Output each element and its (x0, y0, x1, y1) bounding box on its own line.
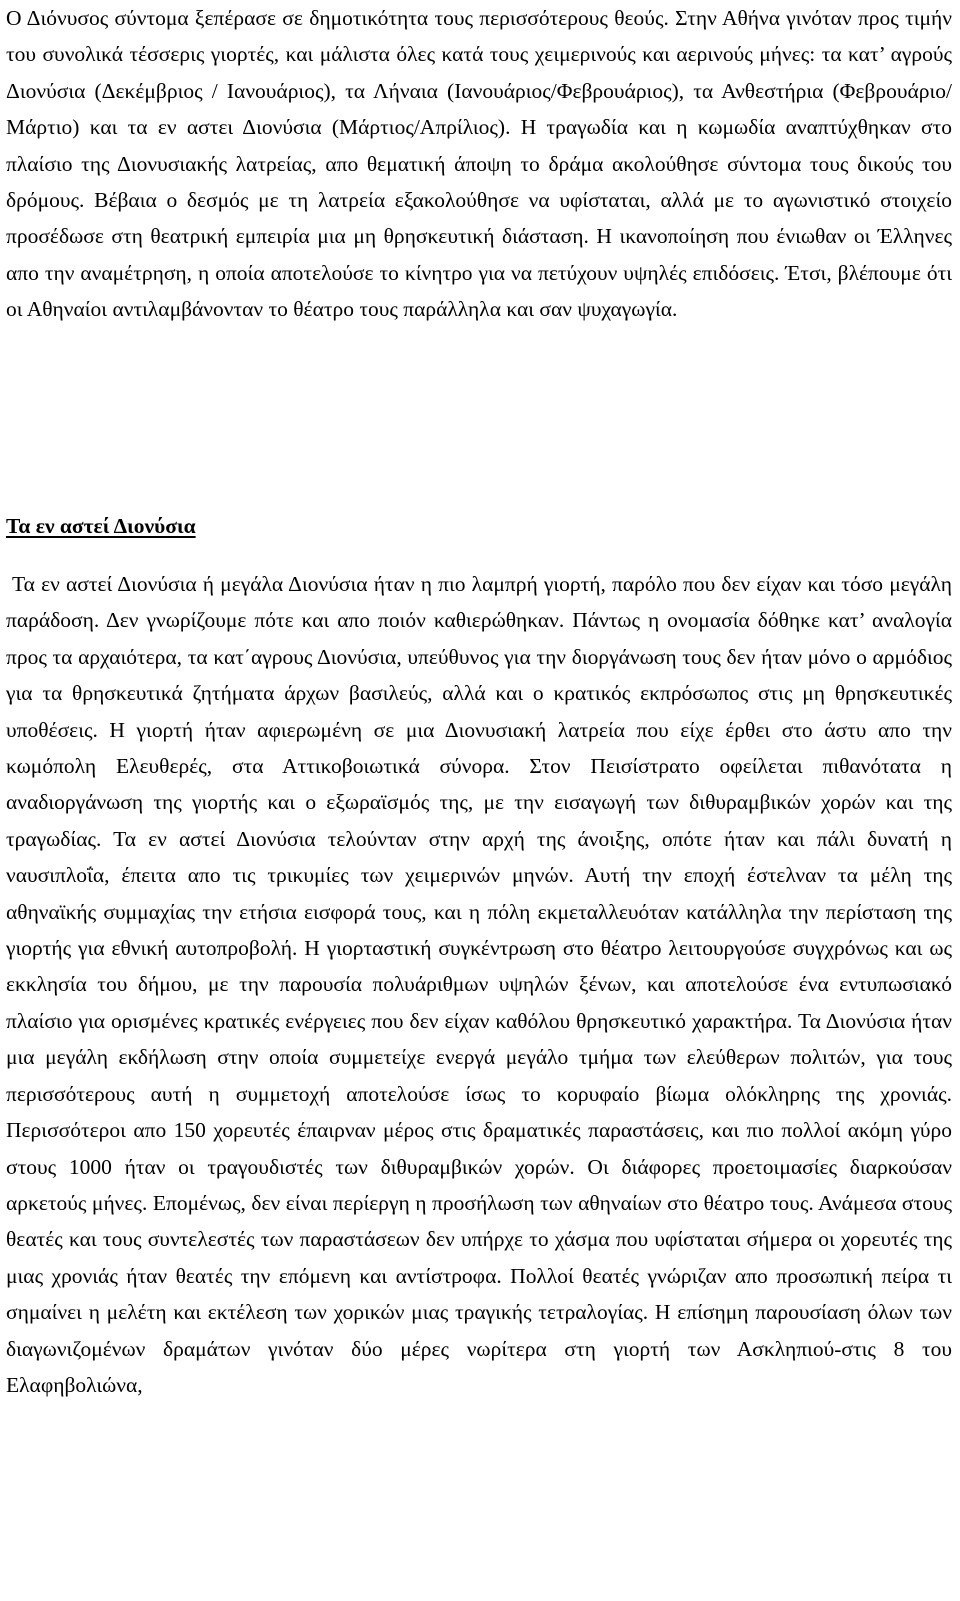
document-page (6, 0, 952, 1397)
section-paragraph: Τα εν αστεί Διονύσια ή μεγάλα Διονύσια ήταν η πιο λαμπρή γιορτή, παρόλο που δεν είχαν και τόσο μεγάλη παράδοση. Δεν γνωρίζουμε πότε και απο ποιόν καθιερώθηκαν. Πάντως η ονομασία δόθηκε κατ’ αναλογία προς τα αρχαιότερα, τα κατ΄αγρους Διονύσια, υπεύθυνος για την διοργάνωση τους δεν ήταν μόνο ο αρμόδιος για τα θρησκευτικά ζητήματα άρχων βασιλεύς, αλλά και ο κρατικός εκπρόσωπος στις μη θρησκευτικές υποθέσεις. Η γιορτή ήταν αφιερωμένη σε μια Διονυσιακή λατρεία που είχε έρθει στο άστυ απο την κωμόπολη Ελευθερές, στα Αττικοβοιωτικά σύνορα. Στον Πεισίστρατο οφείλεται πιθανότατα η αναδιοργάνωση της γιορτής και ο εξωραϊσμός της, με την εισαγωγή των διθυραμβικών χορών και της τραγωδίας. Τα εν αστεί Διονύσια τελούνταν στην αρχή της άνοιξης, οπότε ήταν και πάλι δυνατή η ναυσιπλοΐα, έπειτα απο τις τρικυμίες των χειμερινών μηνών. Αυτή την εποχή έστελναν τα μέλη της αθηναϊκής συμμαχίας την ετήσια εισφορά τους, και η πόλη εκμεταλλευόταν κατάλληλα την περίσταση της γιορτής για εθνική αυτοπροβολή. Η γιορταστική συγκέντρωση στο θέατρο λειτουργούσε συγχρόνως και ως εκκλησία του δήμου, με την παρουσία πολυάριθμων υψηλών ξένων, και αποτελούσε ένα εντυπωσιακό πλαίσιο για ορισμένες κρατικές ενέργειες που δεν είχαν καθόλου θρησκευτικό χαρακτήρα. Τα Διονύσια ήταν μια μεγάλη εκδήλωση στην οποία συμμετείχε ενεργά μεγάλο τμήμα των ελεύθερων πολιτών, για τους περισσότερους αυτή η συμμετοχή αποτελούσε ίσως το κορυφαίο βίωμα ολόκληρης της χρονιάς. Περισσότεροι απο 150 χορευτές έπαιρναν μέρος στις δραματικές παραστάσεις, και πιο πολλοί ακόμη γύρο στους 1000 ήταν οι τραγουδιστές των διθυραμβικών χορών. Οι διάφορες προετοιμασίες διαρκούσαν αρκετούς μήνες. Επομένως, δεν είναι περίεργη η προσήλωση των αθηναίων στο θέατρο τους. Ανάμεσα στους θεατές και τους συντελεστές των παραστάσεων δεν υπήρχε το χάσμα που υφίσταται σήμερα οι χορευτές της μιας χρονιάς ήταν θεατές την επόμενη και αντίστροφα. Πολλοί θεατές γνώριζαν απο προσωπική πείρα τι σημαίνει η μελέτη και εκτέλεση των χορικών μιας τραγικής τετραλογίας. Η επίσημη παρουσίαση όλων των διαγωνιζομένων δραμάτων γινόταν δύο μέρες νωρίτερα στη γιορτή των Ασκληπιού-στις 8 του Ελαφηβολιώνα, (6, 572, 952, 1397)
intro-paragraph: Ο Διόνυσος σύντομα ξεπέρασε σε δημοτικότητα τους περισσότερους θεούς. Στην Αθήνα γινόταν προς τιμήν του συνολικά τέσσερις γιορτές, και μάλιστα όλες κατά τους χειμερινούς και αερινούς μήνες: τα κατ’ αγρούς Διονύσια (Δεκέμβριος / Ιανουάριος), τα Λήναια (Ιανουάριος/Φεβρουάριος), τα Ανθεστήρια (Φεβρουάριο/Μάρτιο) και τα εν αστει Διονύσια (Μάρτιος/Απρίλιος). Η τραγωδία και η κωμωδία αναπτύχθηκαν στο πλαίσιο της Διονυσιακής λατρείας, απο θεματική άποψη το δράμα ακολούθησε σύντομα τους δικούς του δρόμους. Βέβαια ο δεσμός με τη λατρεία εξακολούθησε να υφίσταται, αλλά με το αγωνιστικό στοιχείο προσέδωσε στη θεατρική εμπειρία μια μη θρησκευτική διάσταση. Η ικανοποίηση που ένιωθαν οι Έλληνες απο την αναμέτρηση, η οποία αποτελούσε το κίνητρο για να πετύχουν υψηλές επιδόσεις. Έτσι, βλέπουμε ότι οι Αθηναίοι αντιλαμβάνονταν το θέατρο τους παράλληλα και σαν ψυχαγωγία. (6, 6, 952, 322)
section-heading: Τα εν αστεί Διονύσια (6, 514, 196, 538)
